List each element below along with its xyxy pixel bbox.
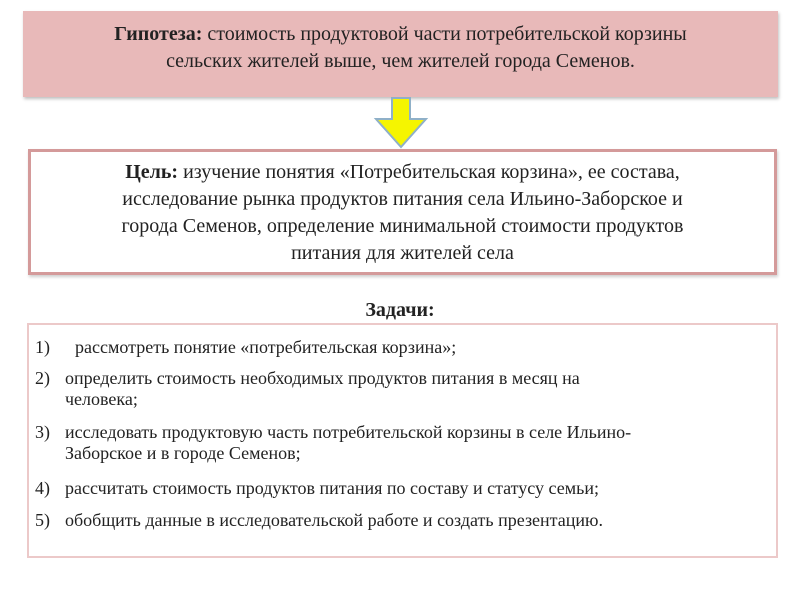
task-text: исследовать продуктовую часть потребительской корзины в селе Ильино- (65, 422, 632, 442)
task-number: 3) (35, 422, 50, 442)
task-text-cont: человека; (65, 389, 138, 409)
goal-label: Цель: (125, 161, 179, 183)
task-item-1 (35, 337, 771, 358)
task-number: 2) (35, 368, 50, 388)
goal-line-1 (31, 159, 774, 186)
goal-box (28, 149, 777, 275)
goal-text-1: изучение понятия «Потребительская корзина», ее состава, (178, 161, 680, 183)
task-item-3 (35, 422, 771, 464)
task-text-cont: Заборское и в городе Семенов; (65, 443, 301, 463)
task-text: определить стоимость необходимых продуктов питания в месяц на (65, 368, 580, 388)
task-item-2 (35, 368, 771, 410)
tasks-title: Задачи: (365, 299, 435, 321)
hypothesis-box (23, 11, 778, 97)
task-text: рассмотреть понятие «потребительская корзина»; (75, 337, 457, 357)
task-text: обобщить данные в исследовательской работе и создать презентацию. (65, 510, 603, 530)
goal-line-2: исследование рынка продуктов питания села Ильино-Заборское и (122, 188, 683, 210)
task-number: 5) (35, 510, 50, 530)
down-arrow-icon (373, 97, 429, 149)
task-number: 4) (35, 478, 50, 498)
hypothesis-text-1: стоимость продуктовой части потребительской корзины (202, 23, 687, 45)
task-text: рассчитать стоимость продуктов питания по составу и статусу семьи; (65, 478, 599, 498)
goal-line-4: питания для жителей села (291, 242, 514, 264)
task-number: 1) (35, 337, 50, 357)
hypothesis-label: Гипотеза: (114, 23, 203, 45)
tasks-list (27, 323, 778, 558)
task-item-5 (35, 510, 771, 531)
task-item-4 (35, 478, 771, 499)
hypothesis-line-1 (23, 21, 778, 48)
goal-line-3: города Семенов, определение минимальной стоимости продуктов (121, 215, 684, 237)
hypothesis-line-2: сельских жителей выше, чем жителей города Семенов. (166, 50, 635, 72)
